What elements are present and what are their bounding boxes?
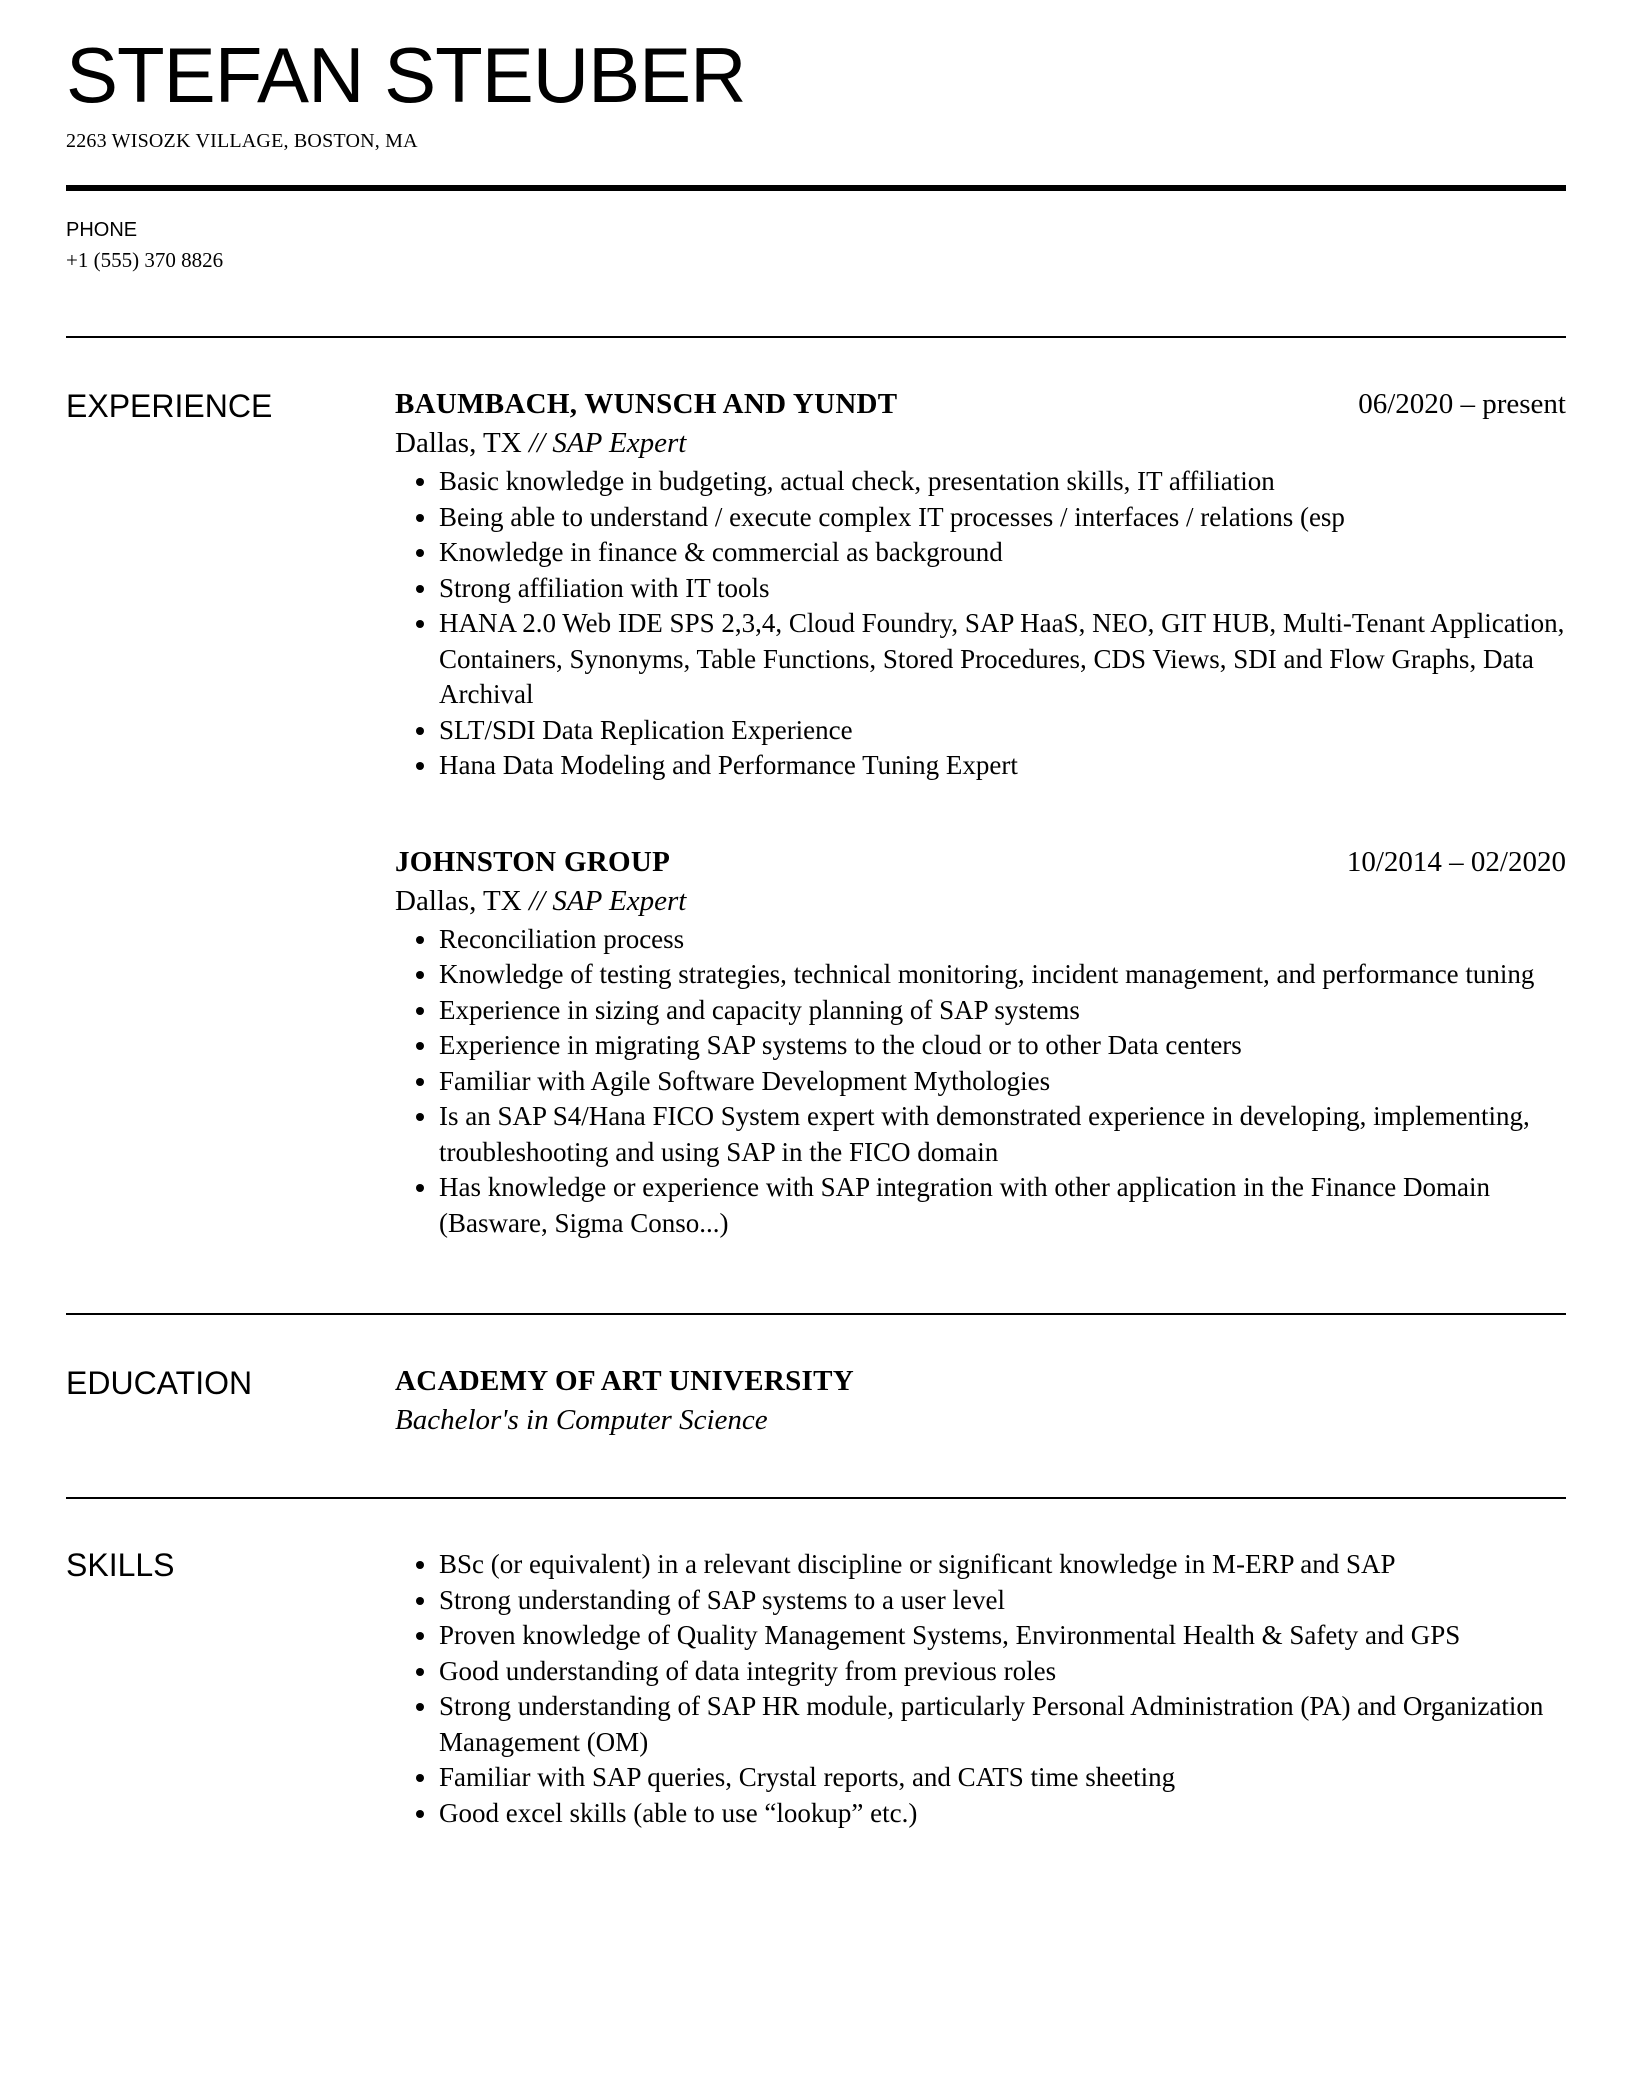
experience-section (66, 388, 1566, 1241)
skills-section (66, 1547, 1566, 1831)
list-item: • Good excel skills (able to use “lookup” etc.) (439, 1796, 1566, 1832)
section-divider (66, 1313, 1566, 1315)
list-item: • Hana Data Modeling and Performance Tuning Expert (439, 748, 1566, 784)
experience-title: EXPERIENCE (66, 388, 273, 424)
list-item: • SLT/SDI Data Replication Experience (439, 713, 1566, 749)
list-item: • Knowledge in finance & commercial as background (439, 535, 1566, 571)
skills-body (395, 1547, 1566, 1831)
section-divider (66, 336, 1566, 338)
job-role: SAP Expert (552, 884, 687, 917)
job-location: Dallas, TX (395, 427, 522, 459)
job-dates: 10/2014 – 02/2020 (1346, 845, 1566, 878)
education-section (66, 1365, 1566, 1437)
job-header (395, 846, 1566, 879)
list-item: • Proven knowledge of Quality Management Systems, Environmental Health & Safety and GPS (439, 1618, 1566, 1654)
degree: Bachelor's in Computer Science (395, 1404, 768, 1436)
list-item: • BSc (or equivalent) in a relevant discipline or significant knowledge in M-ERP and SAP (439, 1547, 1566, 1583)
list-item: • Knowledge of testing strategies, technical monitoring, incident management, and performance tuning (439, 957, 1566, 993)
job-company: JOHNSTON GROUP (395, 845, 671, 878)
job-subline (395, 427, 1566, 460)
job-role: SAP Expert (552, 427, 687, 459)
job-company: BAUMBACH, WUNSCH AND YUNDT (395, 388, 898, 420)
phone-label: PHONE (66, 219, 138, 241)
list-item: • Familiar with SAP queries, Crystal reports, and CATS time sheeting (439, 1760, 1566, 1796)
section-divider (66, 1497, 1566, 1499)
list-item: • Familiar with Agile Software Development Mythologies (439, 1064, 1566, 1100)
list-item: • Being able to understand / execute complex IT processes / interfaces / relations (esp (439, 500, 1566, 536)
list-item: • Strong understanding of SAP systems to a user level (439, 1583, 1566, 1619)
job-separator: // (528, 884, 546, 917)
list-item: • Experience in migrating SAP systems to the cloud or to other Data centers (439, 1028, 1566, 1064)
list-item: • Good understanding of data integrity from previous roles (439, 1654, 1566, 1690)
experience-body (395, 388, 1566, 1241)
job-header (395, 388, 1566, 421)
resume-page (66, 0, 1566, 1831)
skills-title: SKILLS (66, 1547, 175, 1583)
job-separator: // (528, 427, 546, 459)
list-item: • Basic knowledge in budgeting, actual check, presentation skills, IT affiliation (439, 464, 1566, 500)
list-item: • Strong understanding of SAP HR module, particularly Personal Administration (PA) and Organization Management (OM) (439, 1689, 1566, 1760)
skills-list (395, 1547, 1566, 1831)
job-location: Dallas, TX (395, 884, 522, 917)
job-bullets (395, 464, 1566, 784)
phone-number: +1 (555) 370 8826 (66, 248, 224, 272)
education-body (395, 1365, 1566, 1437)
job-dates: 06/2020 – present (1358, 388, 1566, 420)
list-item: • Reconciliation process (439, 922, 1566, 958)
education-title: EDUCATION (66, 1365, 253, 1401)
school-name: ACADEMY OF ART UNIVERSITY (395, 1365, 854, 1397)
job-entry (395, 846, 1566, 1242)
job-subline (395, 885, 1566, 918)
job-bullets (395, 922, 1566, 1242)
candidate-name: STEFAN STEUBER (66, 31, 746, 119)
job-entry (395, 388, 1566, 784)
list-item: • Experience in sizing and capacity planning of SAP systems (439, 993, 1566, 1029)
list-item: • Is an SAP S4/Hana FICO System expert with demonstrated experience in developing, implementing, troubleshooting and using SAP in the FICO domain (439, 1099, 1566, 1170)
list-item: • Strong affiliation with IT tools (439, 571, 1566, 607)
list-item: • HANA 2.0 Web IDE SPS 2,3,4, Cloud Foundry, SAP HaaS, NEO, GIT HUB, Multi-Tenant Application, Containers, Synonyms, Table Functions, Stored Procedures, CDS Views, SDI and Flow Graphs, Data Archival (439, 606, 1566, 713)
header-divider (66, 185, 1566, 191)
list-item: • Has knowledge or experience with SAP integration with other application in the Finance Domain (Basware, Sigma Conso...) (439, 1170, 1566, 1241)
candidate-address: 2263 WISOZK VILLAGE, BOSTON, MA (66, 130, 418, 152)
